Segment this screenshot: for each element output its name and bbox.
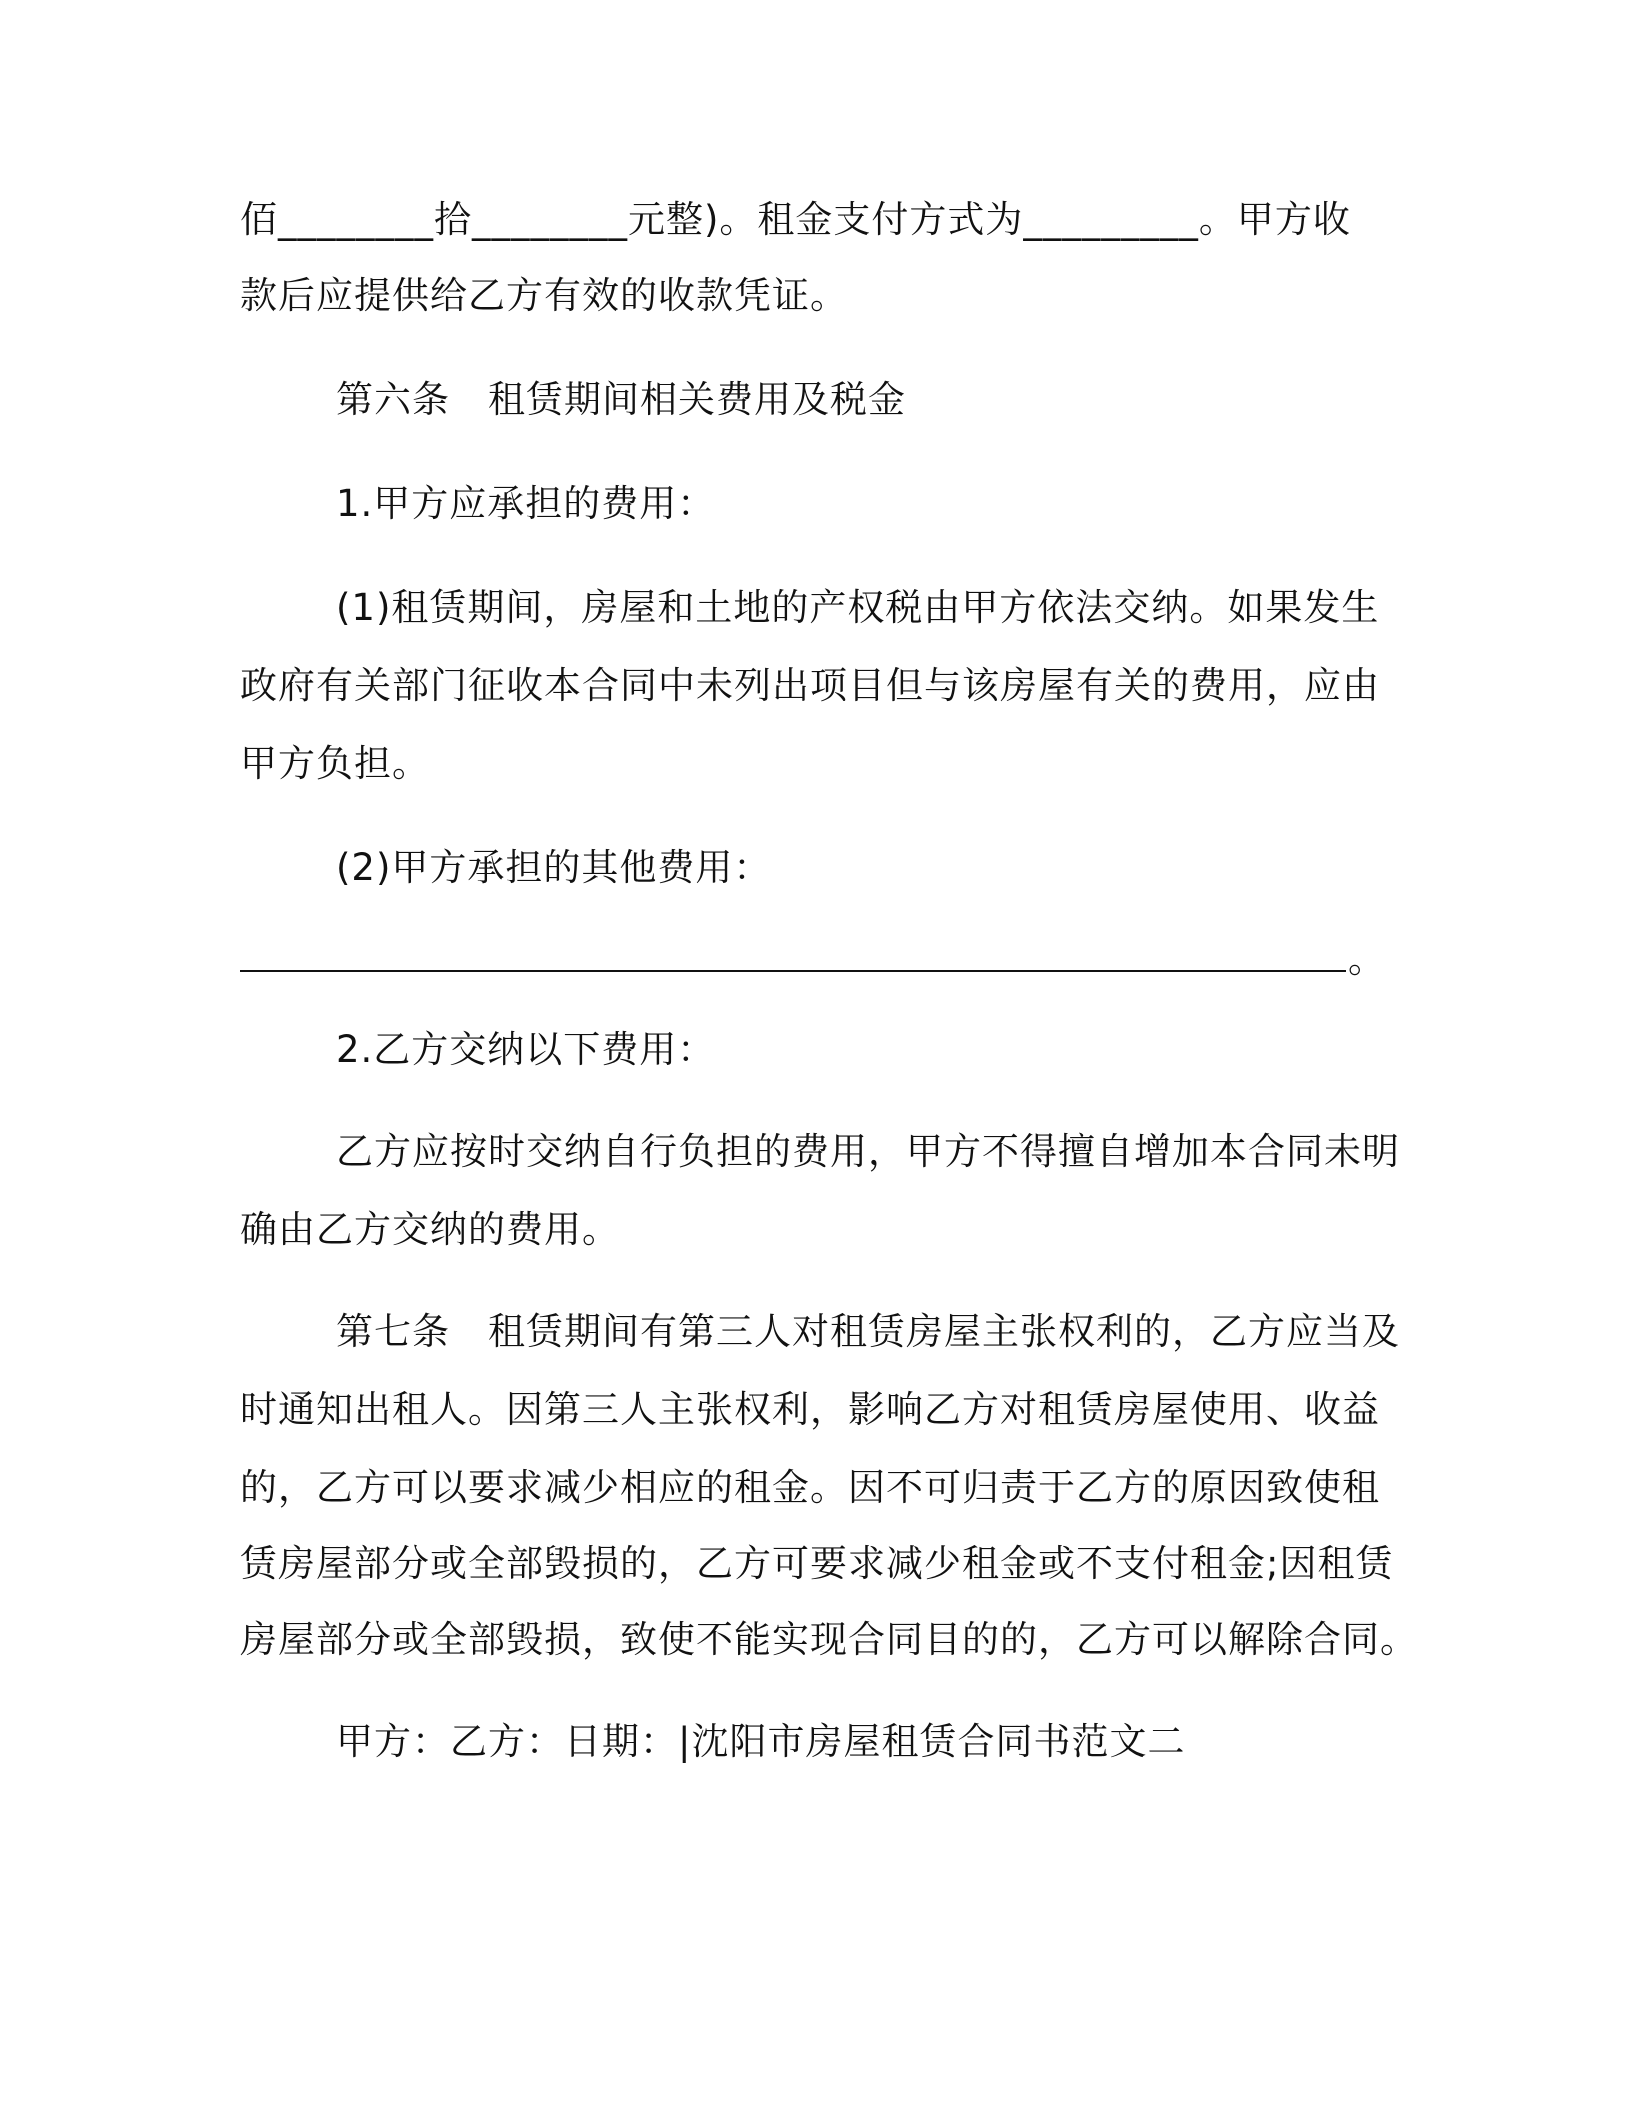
article-7-line-1: 第七条 租赁期间有第三人对租赁房屋主张权利的，乙方应当及 (336, 1310, 1400, 1353)
clause-1-heading: 1.甲方应承担的费用： (336, 482, 716, 525)
clause-1-1-line-3: 甲方负担。 (240, 742, 430, 785)
article-6-heading: 第六条 租赁期间相关费用及税金 (336, 378, 906, 421)
signature-line: 甲方：乙方：日期：|沈阳市房屋租赁合同书范文二 (336, 1720, 1186, 1763)
blank-end-period: 。 (1348, 938, 1385, 981)
clause-1-1-line-1: (1)租赁期间，房屋和土地的产权税由甲方依法交纳。如果发生 (336, 586, 1380, 629)
article-7-line-5: 房屋部分或全部毁损，致使不能实现合同目的的，乙方可以解除合同。 (240, 1618, 1418, 1661)
article-7-line-4: 赁房屋部分或全部毁损的，乙方可要求减少租金或不支付租金;因租赁 (240, 1542, 1394, 1585)
blank-fill-line (240, 936, 1400, 984)
text-line-receipt: 款后应提供给乙方有效的收款凭证。 (240, 274, 848, 317)
text-line-rent-amount: 佰________拾________元整)。租金支付方式为_________。甲方收 (240, 198, 1351, 241)
clause-1-2-heading: (2)甲方承担的其他费用： (336, 846, 772, 889)
clause-2-heading: 2.乙方交纳以下费用： (336, 1028, 716, 1071)
article-7-line-3: 的，乙方可以要求减少相应的租金。因不可归责于乙方的原因致使租 (240, 1466, 1380, 1509)
clause-1-1-line-2: 政府有关部门征收本合同中未列出项目但与该房屋有关的费用，应由 (240, 664, 1380, 707)
clause-2-line-1: 乙方应按时交纳自行负担的费用，甲方不得擅自增加本合同未明 (336, 1130, 1400, 1173)
blank-underline (240, 970, 1346, 972)
article-7-line-2: 时通知出租人。因第三人主张权利，影响乙方对租赁房屋使用、收益 (240, 1388, 1380, 1431)
clause-2-line-2: 确由乙方交纳的费用。 (240, 1208, 620, 1251)
